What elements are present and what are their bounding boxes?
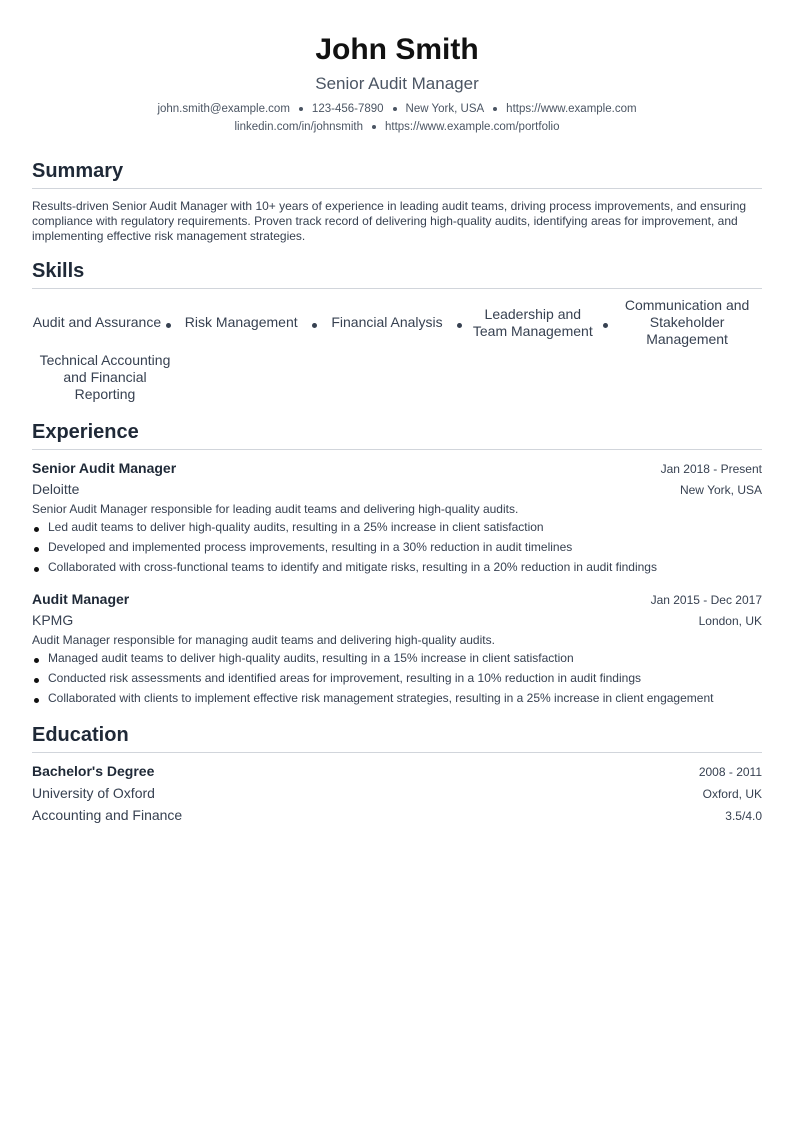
contact-email[interactable]: john.smith@example.com bbox=[157, 103, 290, 115]
achievement-item bbox=[32, 671, 762, 686]
summary-section bbox=[32, 158, 762, 244]
degree-name: Bachelor's Degree bbox=[32, 763, 155, 779]
experience-entry bbox=[32, 458, 762, 575]
bullet-icon bbox=[34, 678, 39, 683]
summary-heading: Summary bbox=[32, 158, 762, 189]
education-dates: 2008 - 2011 bbox=[698, 765, 762, 779]
bullet-icon bbox=[603, 323, 608, 328]
job-description: Senior Audit Manager responsible for leading audit teams and delivering high-quality audits. bbox=[32, 502, 519, 516]
separator-dot-icon bbox=[372, 125, 376, 129]
contact-line-2 bbox=[32, 118, 762, 136]
job-dates: Jan 2018 - Present bbox=[660, 462, 762, 476]
education-section bbox=[32, 722, 762, 827]
job-location: London, UK bbox=[698, 614, 762, 628]
bullet-icon bbox=[34, 698, 39, 703]
skills-heading: Skills bbox=[32, 258, 762, 289]
achievement-text: Led audit teams to deliver high-quality audits, resulting in a 25% increase in client satisfaction bbox=[48, 520, 544, 534]
gpa: 3.5/4.0 bbox=[725, 809, 762, 823]
job-title: Audit Manager bbox=[32, 591, 130, 607]
contact-phone[interactable]: 123-456-7890 bbox=[311, 103, 384, 115]
achievement-item bbox=[32, 520, 762, 535]
contact-linkedin[interactable]: linkedin.com/in/johnsmith bbox=[234, 121, 363, 133]
bullet-icon bbox=[34, 658, 39, 663]
separator-dot-icon bbox=[299, 107, 303, 111]
skill-item: Technical Accounting and Financial Reporting bbox=[39, 352, 171, 402]
achievement-text: Collaborated with clients to implement effective risk management strategies, resulting in a 25% increase in client engagement bbox=[48, 691, 714, 705]
achievement-item bbox=[32, 691, 762, 706]
candidate-title: Senior Audit Manager bbox=[315, 74, 479, 93]
bullet-icon bbox=[312, 323, 317, 328]
job-dates: Jan 2015 - Dec 2017 bbox=[650, 593, 762, 607]
candidate-name: John Smith bbox=[315, 33, 479, 66]
skills-row-1 bbox=[32, 297, 762, 348]
achievement-item bbox=[32, 540, 762, 555]
experience-heading: Experience bbox=[32, 419, 762, 450]
contact-portfolio[interactable]: https://www.example.com/portfolio bbox=[384, 121, 560, 133]
bullet-icon bbox=[166, 323, 171, 328]
job-company: KPMG bbox=[32, 612, 74, 628]
skills-section bbox=[32, 258, 762, 403]
job-company: Deloitte bbox=[32, 481, 80, 497]
experience-section bbox=[32, 419, 762, 706]
contact-line-1 bbox=[32, 100, 762, 118]
separator-dot-icon bbox=[393, 107, 397, 111]
achievement-item bbox=[32, 651, 762, 666]
skill-item: Audit and Assurance bbox=[32, 314, 162, 330]
achievement-item bbox=[32, 560, 762, 575]
achievement-text: Collaborated with cross-functional teams to identify and mitigate risks, resulting in a 20% reduction in audit findings bbox=[48, 560, 657, 574]
job-achievements bbox=[32, 651, 762, 706]
job-title: Senior Audit Manager bbox=[32, 460, 177, 476]
achievement-text: Managed audit teams to deliver high-quality audits, resulting in a 15% increase in client satisfaction bbox=[48, 651, 574, 665]
skills-list bbox=[32, 297, 762, 403]
education-heading: Education bbox=[32, 722, 762, 753]
summary-text: Results-driven Senior Audit Manager with 10+ years of experience in leading audit teams, driving process improvements, and ensuring compliance with regulatory requirements. Proven track record of delivering high-quality audits, identifying areas for improvement, and implementing effective risk management strategies. bbox=[32, 199, 747, 243]
bullet-icon bbox=[34, 527, 39, 532]
resume-header bbox=[32, 0, 762, 136]
bullet-icon bbox=[34, 567, 39, 572]
achievement-text: Developed and implemented process improvements, resulting in a 30% reduction in audit timelines bbox=[48, 540, 573, 554]
school-location: Oxford, UK bbox=[702, 787, 762, 801]
education-entry bbox=[32, 761, 762, 827]
school-name: University of Oxford bbox=[32, 785, 155, 801]
experience-entry bbox=[32, 589, 762, 706]
job-location: New York, USA bbox=[679, 483, 762, 497]
job-achievements bbox=[32, 520, 762, 575]
separator-dot-icon bbox=[493, 107, 497, 111]
skill-item: Leadership and Team Management bbox=[472, 305, 593, 339]
job-description: Audit Manager responsible for managing audit teams and delivering high-quality audits. bbox=[32, 633, 495, 647]
skill-item: Communication and Stakeholder Management bbox=[624, 297, 750, 347]
contact-location: New York, USA bbox=[405, 103, 485, 115]
achievement-text: Conducted risk assessments and identified areas for improvement, resulting in a 10% reduction in audit findings bbox=[48, 671, 641, 685]
contact-website[interactable]: https://www.example.com bbox=[506, 103, 637, 115]
skills-row-2 bbox=[32, 352, 762, 403]
bullet-icon bbox=[34, 547, 39, 552]
skill-item: Risk Management bbox=[184, 314, 298, 330]
skill-item: Financial Analysis bbox=[331, 314, 443, 330]
field-of-study: Accounting and Finance bbox=[32, 807, 183, 823]
bullet-icon bbox=[457, 323, 462, 328]
